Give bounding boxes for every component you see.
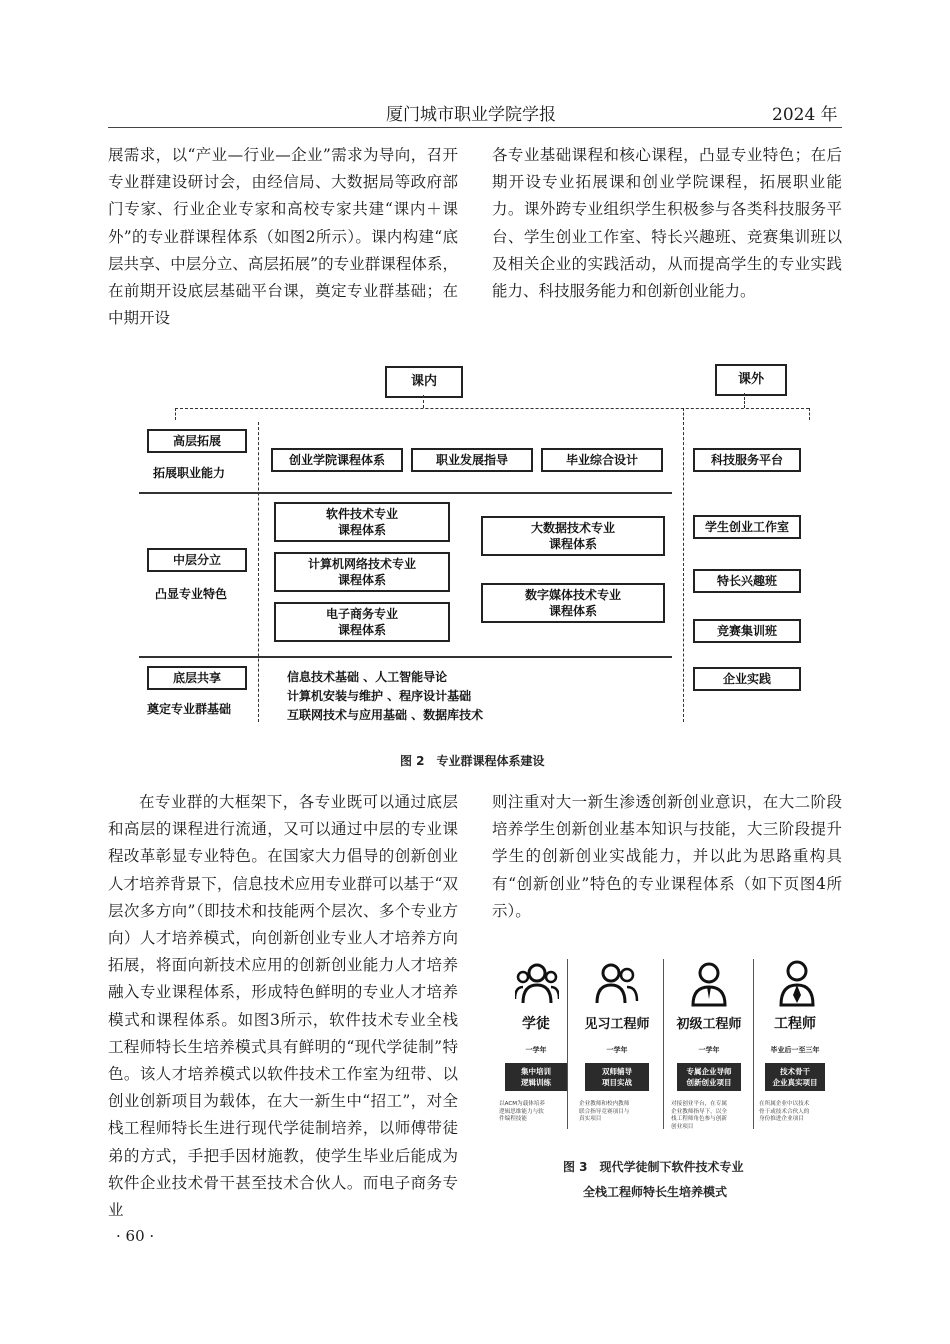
stage-duration: 毕业后一至三年 bbox=[770, 1046, 820, 1054]
figure-2-caption: 图 2 专业群课程体系建设 bbox=[400, 754, 545, 768]
stage-duration: 一学年 bbox=[606, 1046, 628, 1054]
column-divider bbox=[663, 959, 664, 1129]
level-mid-box: 中层分立 bbox=[147, 548, 247, 572]
stage-desc: 企业教师和校内教师 联合指导竞赛项目与 真实项目 bbox=[579, 1101, 630, 1122]
two-people-icon bbox=[595, 959, 639, 1007]
paragraph: 各专业基础课程和核心课程，凸显专业特色；在后期开设专业拓展课和创业学院课程，拓展职业能力。课外跨专业组织学生积极参与各类科技服务平台、学生创业工作室、特长兴趣班、竞赛集训班以及相关企业的实践活动，从而提高学生的专业实践能力、科技服务能力和创新创业能力。 bbox=[492, 146, 842, 301]
engineer-icon bbox=[775, 959, 819, 1007]
stage-column bbox=[667, 953, 751, 1134]
major-course-box: 数字媒体技术专业 课程体系 bbox=[481, 583, 665, 623]
right-column-top bbox=[492, 142, 842, 305]
base-course-line: 计算机安装与维护 、程序设计基础 bbox=[287, 689, 472, 703]
right-column-bottom bbox=[492, 789, 842, 925]
level-high-box: 高层拓展 bbox=[147, 429, 247, 453]
stage-title: 初级工程师 bbox=[676, 1017, 742, 1032]
stage-box: 集中培训 逻辑训练 bbox=[505, 1063, 567, 1091]
figure-3-caption-line1: 图 3 现代学徒制下软件技术专业 bbox=[563, 1160, 744, 1174]
paragraph: 展需求，以“产业—行业—企业”需求为导向，召开专业群建设研讨会，由经信局、大数据局等政府部门专家、行业企业专家和高校专家共建“课内＋课外”的专业群课程体系（如图2所示）。课内构建“底层共享、中层分立、高层拓展”的专业群课程体系，在前期开设底层基础平台课，奠定专业群基础；在中期开设 bbox=[108, 146, 458, 328]
connector bbox=[423, 395, 424, 408]
paragraph: 则注重对大一新生渗透创新创业意识，在大二阶段培养学生创新创业基本知识与技能，大三阶段提升学生的创新创业实战能力，并以此为思路重构具有“创新创业”特色的专业课程体系（如下页图4所示）。 bbox=[492, 793, 842, 920]
level-high-desc: 拓展职业能力 bbox=[153, 466, 226, 480]
journal-title: 厦门城市职业学院学报 bbox=[386, 105, 556, 125]
stage-column bbox=[495, 953, 577, 1134]
stage-column bbox=[755, 953, 835, 1134]
outer-item-box: 科技服务平台 bbox=[693, 448, 801, 472]
level-separator bbox=[139, 656, 672, 658]
level-base-box: 底层共享 bbox=[147, 666, 247, 690]
left-divider bbox=[258, 422, 259, 722]
stage-box: 专属企业导师 创新创业项目 bbox=[677, 1063, 741, 1091]
stage-duration: 一学年 bbox=[698, 1046, 720, 1054]
connector bbox=[744, 393, 745, 408]
stage-desc: 以ACM为载体培养 逻辑思维能力与软 件编程技能 bbox=[499, 1101, 546, 1122]
header-rule bbox=[108, 127, 842, 128]
figure-2-diagram bbox=[135, 362, 820, 732]
major-course-box: 大数据技术专业 课程体系 bbox=[481, 516, 665, 556]
left-column-bottom bbox=[108, 789, 458, 1224]
major-course-box: 计算机网络技术专业 课程体系 bbox=[274, 552, 450, 592]
connector bbox=[683, 408, 684, 420]
outer-item-box: 竞赛集训班 bbox=[693, 619, 801, 643]
base-course-line: 互联网技术与应用基础 、数据库技术 bbox=[287, 708, 484, 722]
base-course-line: 信息技术基础 、人工智能导论 bbox=[287, 670, 448, 684]
stage-box: 技术骨干 企业真实项目 bbox=[765, 1063, 825, 1091]
major-course-box: 软件技术专业 课程体系 bbox=[274, 502, 450, 542]
bracket-line bbox=[175, 408, 809, 409]
stage-title: 工程师 bbox=[774, 1016, 816, 1032]
outer-item-box: 企业实践 bbox=[693, 667, 801, 691]
stage-title: 学徒 bbox=[522, 1016, 550, 1032]
course-box: 毕业综合设计 bbox=[541, 448, 663, 472]
level-separator bbox=[139, 492, 672, 494]
outer-item-box: 特长兴趣班 bbox=[693, 569, 801, 593]
level-mid-desc: 凸显专业特色 bbox=[155, 587, 228, 601]
group-people-icon bbox=[515, 959, 559, 1007]
figure-3-diagram bbox=[499, 953, 832, 1134]
inner-courses-box: 课内 bbox=[385, 366, 463, 398]
column-divider bbox=[753, 959, 754, 1129]
page-number: · 60 · bbox=[116, 1227, 155, 1245]
course-box: 创业学院课程体系 bbox=[271, 448, 403, 472]
connector bbox=[809, 408, 810, 420]
stage-desc: 对接创业平台，在专属 企业教师指导下，以全 栈工程师角色参与创新 创业项目 bbox=[671, 1101, 727, 1130]
level-base-desc: 奠定专业群基础 bbox=[147, 702, 232, 716]
stage-title: 见习工程师 bbox=[584, 1017, 650, 1032]
major-course-box: 电子商务专业 课程体系 bbox=[274, 602, 450, 642]
stage-column bbox=[575, 953, 659, 1134]
left-column-top bbox=[108, 142, 458, 332]
stage-desc: 在所属企业中以技术 骨干或技术合伙人的 身份推进企业项目 bbox=[759, 1101, 810, 1122]
outer-activities-box: 课外 bbox=[715, 364, 787, 396]
right-divider bbox=[683, 422, 684, 722]
outer-item-box: 学生创业工作室 bbox=[693, 515, 801, 539]
stage-box: 双师辅导 项目实战 bbox=[585, 1063, 649, 1091]
paragraph: 在专业群的大框架下，各专业既可以通过底层和高层的课程进行流通，又可以通过中层的专业课程改革彰显专业特色。在国家大力倡导的创新创业人才培养背景下，信息技术应用专业群可以基于“双层次多方向”（即技术和技能两个层次、多个专业方向）人才培养模式，向创新创业专业人才培养方向拓展，将面向新技术应用的创新创业能力人才培养融入专业课程体系，形成特色鲜明的专业人才培养模式和课程体系。如图3所示，软件技术专业全栈工程师特长生培养模式具有鲜明的“现代学徒制”特色。该人才培养模式以软件技术工作室为纽带、以创业创新项目为载体，在大一新生中“招工”，对全栈工程师特长生进行现代学徒制培养，以师傅带徒弟的方式，手把手因材施教，使学生毕业后能成为软件企业技术骨干甚至技术合伙人。而电子商务专业 bbox=[108, 793, 458, 1220]
connector bbox=[175, 408, 176, 420]
stage-duration: 一学年 bbox=[525, 1046, 547, 1054]
course-box: 职业发展指导 bbox=[411, 448, 533, 472]
figure-3-caption-line2: 全栈工程师特长生培养模式 bbox=[583, 1185, 728, 1199]
person-tie-icon bbox=[687, 959, 731, 1007]
journal-year: 2024 年 bbox=[772, 105, 838, 125]
